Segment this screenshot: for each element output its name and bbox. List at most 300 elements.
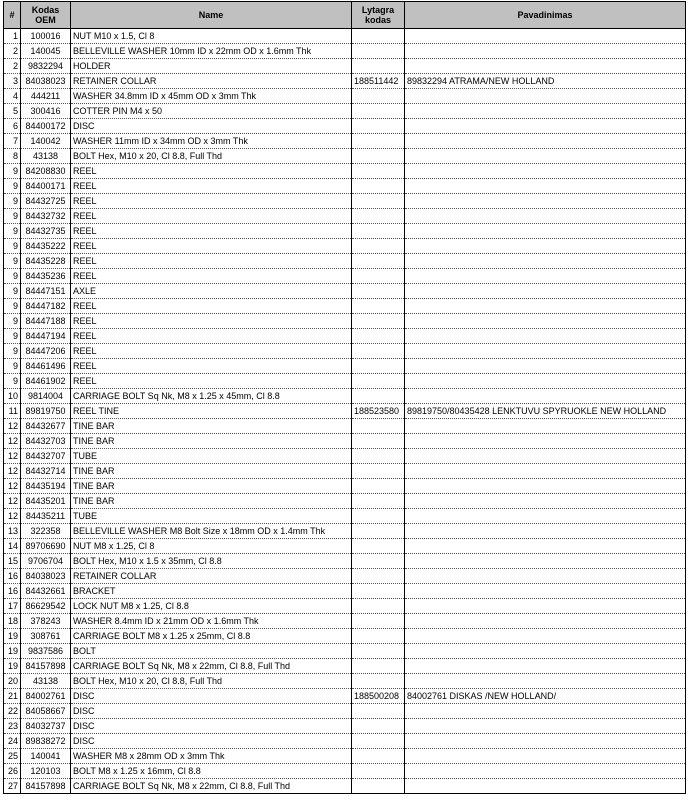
oem-code-cell[interactable]: 308761 [21, 629, 71, 644]
oem-code-cell[interactable]: 120103 [21, 764, 71, 779]
table-row [4, 419, 686, 434]
lytagra-code-cell[interactable] [352, 59, 405, 74]
row-number-cell[interactable]: 9 [4, 329, 21, 344]
oem-code-cell[interactable]: 84461902 [21, 374, 71, 389]
part-name-cell[interactable]: REEL [71, 164, 352, 179]
row-number-cell[interactable]: 10 [4, 389, 21, 404]
pavadinimas-cell[interactable]: 84002761 DISKAS /NEW HOLLAND/ [405, 689, 686, 704]
table-row [4, 269, 686, 284]
oem-code-cell[interactable]: 84400171 [21, 179, 71, 194]
pavadinimas-cell[interactable] [405, 59, 686, 74]
part-name-cell[interactable]: BOLT M8 x 1.25 x 16mm, Cl 8.8 [71, 764, 352, 779]
row-number-cell[interactable]: 9 [4, 374, 21, 389]
oem-code-cell[interactable]: 84432677 [21, 419, 71, 434]
pavadinimas-cell[interactable] [405, 374, 686, 389]
table-row [4, 344, 686, 359]
row-number-cell[interactable]: 12 [4, 419, 21, 434]
part-name-cell[interactable]: BOLT Hex, M10 x 20, Cl 8.8, Full Thd [71, 674, 352, 689]
lytagra-code-cell[interactable] [352, 584, 405, 599]
part-name-cell[interactable]: RETAINER COLLAR [71, 74, 352, 89]
pavadinimas-cell[interactable] [405, 779, 686, 794]
lytagra-code-cell[interactable] [352, 764, 405, 779]
oem-code-cell[interactable]: 84432735 [21, 224, 71, 239]
lytagra-code-cell[interactable] [352, 509, 405, 524]
oem-code-cell[interactable]: 84038023 [21, 74, 71, 89]
table-row [4, 764, 686, 779]
part-name-cell[interactable]: BOLT Hex, M10 x 20, Cl 8.8, Full Thd [71, 149, 352, 164]
oem-code-cell[interactable]: 89838272 [21, 734, 71, 749]
row-number-cell[interactable]: 2 [4, 59, 21, 74]
row-number-cell[interactable]: 9 [4, 224, 21, 239]
lytagra-code-cell[interactable] [352, 44, 405, 59]
part-name-cell[interactable]: REEL [71, 209, 352, 224]
pavadinimas-cell[interactable] [405, 149, 686, 164]
header-name: Name [71, 2, 352, 29]
pavadinimas-cell[interactable] [405, 29, 686, 44]
pavadinimas-cell[interactable] [405, 299, 686, 314]
table-row [4, 554, 686, 569]
part-name-cell[interactable]: WASHER 8.4mm ID x 21mm OD x 1.6mm Thk [71, 614, 352, 629]
part-name-cell[interactable]: REEL [71, 374, 352, 389]
oem-code-cell[interactable]: 84432661 [21, 584, 71, 599]
table-row [4, 584, 686, 599]
lytagra-code-cell[interactable]: 188523580 [352, 404, 405, 419]
lytagra-code-cell[interactable] [352, 704, 405, 719]
header-row [4, 2, 686, 29]
row-number-cell[interactable]: 19 [4, 629, 21, 644]
pavadinimas-cell[interactable] [405, 104, 686, 119]
row-number-cell[interactable]: 19 [4, 659, 21, 674]
part-name-cell[interactable]: WASHER M8 x 28mm OD x 3mm Thk [71, 749, 352, 764]
lytagra-code-cell[interactable] [352, 479, 405, 494]
table-row [4, 74, 686, 89]
pavadinimas-cell[interactable] [405, 269, 686, 284]
table-row [4, 179, 686, 194]
table-row [4, 494, 686, 509]
oem-code-cell[interactable]: 84400172 [21, 119, 71, 134]
lytagra-code-cell[interactable] [352, 224, 405, 239]
pavadinimas-cell[interactable] [405, 704, 686, 719]
part-name-cell[interactable]: WASHER 34.8mm ID x 45mm OD x 3mm Thk [71, 89, 352, 104]
lytagra-code-cell[interactable] [352, 539, 405, 554]
header-pavadinimas: Pavadinimas [405, 2, 686, 29]
oem-code-cell[interactable]: 84435211 [21, 509, 71, 524]
row-number-cell[interactable]: 3 [4, 74, 21, 89]
oem-code-cell[interactable]: 84461496 [21, 359, 71, 374]
row-number-cell[interactable]: 6 [4, 119, 21, 134]
table-row [4, 404, 686, 419]
pavadinimas-cell[interactable] [405, 494, 686, 509]
part-name-cell[interactable]: NUT M10 x 1.5, Cl 8 [71, 29, 352, 44]
oem-code-cell[interactable]: 300416 [21, 104, 71, 119]
table-row [4, 659, 686, 674]
row-number-cell[interactable]: 9 [4, 254, 21, 269]
oem-code-cell[interactable]: 378243 [21, 614, 71, 629]
lytagra-code-cell[interactable] [352, 314, 405, 329]
pavadinimas-cell[interactable] [405, 734, 686, 749]
pavadinimas-cell[interactable] [405, 179, 686, 194]
table-row [4, 749, 686, 764]
table-row [4, 599, 686, 614]
lytagra-code-cell[interactable] [352, 209, 405, 224]
row-number-cell[interactable]: 1 [4, 29, 21, 44]
part-name-cell[interactable]: REEL [71, 314, 352, 329]
pavadinimas-cell[interactable] [405, 674, 686, 689]
lytagra-code-cell[interactable] [352, 494, 405, 509]
oem-code-cell[interactable]: 84435222 [21, 239, 71, 254]
part-name-cell[interactable]: DISC [71, 689, 352, 704]
oem-code-cell[interactable]: 444211 [21, 89, 71, 104]
row-number-cell[interactable]: 20 [4, 674, 21, 689]
lytagra-code-cell[interactable]: 188500208 [352, 689, 405, 704]
lytagra-code-cell[interactable] [352, 524, 405, 539]
lytagra-code-cell[interactable] [352, 569, 405, 584]
oem-code-cell[interactable]: 84447182 [21, 299, 71, 314]
row-number-cell[interactable]: 22 [4, 704, 21, 719]
oem-code-cell[interactable]: 9814004 [21, 389, 71, 404]
table-row [4, 614, 686, 629]
oem-code-cell[interactable]: 9706704 [21, 554, 71, 569]
pavadinimas-cell[interactable] [405, 434, 686, 449]
pavadinimas-cell[interactable] [405, 44, 686, 59]
lytagra-code-cell[interactable] [352, 359, 405, 374]
row-number-cell[interactable]: 24 [4, 734, 21, 749]
part-name-cell[interactable]: WASHER 11mm ID x 34mm OD x 3mm Thk [71, 134, 352, 149]
lytagra-code-cell[interactable] [352, 614, 405, 629]
header-lytagra-kodas: Lytagra kodas [352, 2, 405, 29]
lytagra-code-cell[interactable] [352, 89, 405, 104]
pavadinimas-cell[interactable] [405, 89, 686, 104]
table-row [4, 449, 686, 464]
row-number-cell[interactable]: 9 [4, 269, 21, 284]
part-name-cell[interactable]: CARRIAGE BOLT M8 x 1.25 x 25mm, Cl 8.8 [71, 629, 352, 644]
lytagra-code-cell[interactable] [352, 449, 405, 464]
lytagra-code-cell[interactable] [352, 344, 405, 359]
row-number-cell[interactable]: 9 [4, 344, 21, 359]
row-number-cell[interactable]: 9 [4, 194, 21, 209]
oem-code-cell[interactable]: 84447188 [21, 314, 71, 329]
oem-code-cell[interactable]: 84447206 [21, 344, 71, 359]
oem-code-cell[interactable]: 84432703 [21, 434, 71, 449]
oem-code-cell[interactable]: 84038023 [21, 569, 71, 584]
table-row [4, 134, 686, 149]
pavadinimas-cell[interactable] [405, 659, 686, 674]
lytagra-code-cell[interactable] [352, 419, 405, 434]
pavadinimas-cell[interactable] [405, 569, 686, 584]
table-row [4, 779, 686, 794]
part-name-cell[interactable]: REEL [71, 344, 352, 359]
pavadinimas-cell[interactable] [405, 284, 686, 299]
part-name-cell[interactable]: CARRIAGE BOLT Sq Nk, M8 x 22mm, Cl 8.8, Full Thd [71, 659, 352, 674]
pavadinimas-cell[interactable] [405, 239, 686, 254]
part-name-cell[interactable]: REEL [71, 359, 352, 374]
lytagra-code-cell[interactable] [352, 599, 405, 614]
lytagra-code-cell[interactable] [352, 119, 405, 134]
pavadinimas-cell[interactable] [405, 719, 686, 734]
oem-code-cell[interactable]: 84435194 [21, 479, 71, 494]
lytagra-code-cell[interactable] [352, 164, 405, 179]
lytagra-code-cell[interactable] [352, 299, 405, 314]
lytagra-code-cell[interactable] [352, 134, 405, 149]
row-number-cell[interactable]: 2 [4, 44, 21, 59]
table-row [4, 644, 686, 659]
oem-code-cell[interactable]: 89819750 [21, 404, 71, 419]
part-name-cell[interactable]: CARRIAGE BOLT Sq Nk, M8 x 22mm, Cl 8.8, Full Thd [71, 779, 352, 794]
pavadinimas-cell[interactable]: 89819750/80435428 LENKTUVU SPYRUOKLE NEW HOLLAND [405, 404, 686, 419]
pavadinimas-cell[interactable] [405, 539, 686, 554]
row-number-cell[interactable]: 12 [4, 434, 21, 449]
part-name-cell[interactable]: BELLEVILLE WASHER M8 Bolt Size x 18mm OD x 1.4mm Thk [71, 524, 352, 539]
pavadinimas-cell[interactable] [405, 629, 686, 644]
row-number-cell[interactable]: 9 [4, 299, 21, 314]
oem-code-cell[interactable]: 84032737 [21, 719, 71, 734]
oem-code-cell[interactable]: 140041 [21, 749, 71, 764]
lytagra-code-cell[interactable] [352, 29, 405, 44]
row-number-cell[interactable]: 26 [4, 764, 21, 779]
lytagra-code-cell[interactable] [352, 254, 405, 269]
row-number-cell[interactable]: 25 [4, 749, 21, 764]
pavadinimas-cell[interactable] [405, 119, 686, 134]
table-row [4, 464, 686, 479]
oem-code-cell[interactable]: 84435201 [21, 494, 71, 509]
oem-code-cell[interactable]: 43138 [21, 149, 71, 164]
row-number-cell[interactable]: 19 [4, 644, 21, 659]
oem-code-cell[interactable]: 86629542 [21, 599, 71, 614]
row-number-cell[interactable]: 9 [4, 239, 21, 254]
pavadinimas-cell[interactable] [405, 164, 686, 179]
row-number-cell[interactable]: 12 [4, 509, 21, 524]
lytagra-code-cell[interactable] [352, 269, 405, 284]
lytagra-code-cell[interactable] [352, 179, 405, 194]
table-row [4, 389, 686, 404]
part-name-cell[interactable]: REEL [71, 239, 352, 254]
part-name-cell[interactable]: REEL [71, 299, 352, 314]
lytagra-code-cell[interactable] [352, 659, 405, 674]
part-name-cell[interactable]: REEL [71, 329, 352, 344]
row-number-cell[interactable]: 12 [4, 449, 21, 464]
part-name-cell[interactable]: RETAINER COLLAR [71, 569, 352, 584]
lytagra-code-cell[interactable] [352, 104, 405, 119]
table-row [4, 374, 686, 389]
part-name-cell[interactable]: BOLT [71, 644, 352, 659]
part-name-cell[interactable]: LOCK NUT M8 x 1.25, Cl 8.8 [71, 599, 352, 614]
row-number-cell[interactable]: 21 [4, 689, 21, 704]
pavadinimas-cell[interactable] [405, 749, 686, 764]
row-number-cell[interactable]: 14 [4, 539, 21, 554]
lytagra-code-cell[interactable] [352, 674, 405, 689]
row-number-cell[interactable]: 16 [4, 584, 21, 599]
part-name-cell[interactable]: REEL [71, 194, 352, 209]
table-row [4, 434, 686, 449]
lytagra-code-cell[interactable] [352, 239, 405, 254]
table-row [4, 104, 686, 119]
table-row [4, 539, 686, 554]
oem-code-cell[interactable]: 84157898 [21, 659, 71, 674]
part-name-cell[interactable]: HOLDER [71, 59, 352, 74]
pavadinimas-cell[interactable] [405, 344, 686, 359]
pavadinimas-cell[interactable] [405, 509, 686, 524]
part-name-cell[interactable]: REEL [71, 224, 352, 239]
table-row [4, 194, 686, 209]
row-number-cell[interactable]: 11 [4, 404, 21, 419]
row-number-cell[interactable]: 9 [4, 314, 21, 329]
row-number-cell[interactable]: 8 [4, 149, 21, 164]
row-number-cell[interactable]: 12 [4, 464, 21, 479]
lytagra-code-cell[interactable] [352, 149, 405, 164]
pavadinimas-cell[interactable] [405, 524, 686, 539]
oem-code-cell[interactable]: 43138 [21, 674, 71, 689]
pavadinimas-cell[interactable] [405, 209, 686, 224]
pavadinimas-cell[interactable] [405, 329, 686, 344]
lytagra-code-cell[interactable] [352, 434, 405, 449]
row-number-cell[interactable]: 9 [4, 179, 21, 194]
lytagra-code-cell[interactable] [352, 464, 405, 479]
pavadinimas-cell[interactable] [405, 224, 686, 239]
lytagra-code-cell[interactable]: 188511442 [352, 74, 405, 89]
oem-code-cell[interactable]: 84208830 [21, 164, 71, 179]
part-name-cell[interactable]: REEL [71, 179, 352, 194]
table-row [4, 29, 686, 44]
pavadinimas-cell[interactable] [405, 449, 686, 464]
pavadinimas-cell[interactable] [405, 464, 686, 479]
row-number-cell[interactable]: 9 [4, 164, 21, 179]
row-number-cell[interactable]: 27 [4, 779, 21, 794]
part-name-cell[interactable]: TINE BAR [71, 419, 352, 434]
part-name-cell[interactable]: REEL [71, 269, 352, 284]
table-row [4, 569, 686, 584]
oem-code-cell[interactable]: 84157898 [21, 779, 71, 794]
part-name-cell[interactable]: DISC [71, 734, 352, 749]
part-name-cell[interactable]: BELLEVILLE WASHER 10mm ID x 22mm OD x 1.6mm Thk [71, 44, 352, 59]
row-number-cell[interactable]: 7 [4, 134, 21, 149]
table-row [4, 509, 686, 524]
row-number-cell[interactable]: 18 [4, 614, 21, 629]
row-number-cell[interactable]: 9 [4, 209, 21, 224]
oem-code-cell[interactable]: 84432707 [21, 449, 71, 464]
pavadinimas-cell[interactable] [405, 134, 686, 149]
row-number-cell[interactable]: 17 [4, 599, 21, 614]
pavadinimas-cell[interactable]: 89832294 ATRAMA/NEW HOLLAND [405, 74, 686, 89]
part-name-cell[interactable]: COTTER PIN M4 x 50 [71, 104, 352, 119]
parts-table [3, 1, 686, 794]
table-row [4, 719, 686, 734]
table-row [4, 479, 686, 494]
part-name-cell[interactable]: TINE BAR [71, 464, 352, 479]
oem-code-cell[interactable]: 322358 [21, 524, 71, 539]
oem-code-cell[interactable]: 84435228 [21, 254, 71, 269]
part-name-cell[interactable]: TUBE [71, 449, 352, 464]
table-row [4, 209, 686, 224]
part-name-cell[interactable]: TINE BAR [71, 494, 352, 509]
pavadinimas-cell[interactable] [405, 599, 686, 614]
pavadinimas-cell[interactable] [405, 644, 686, 659]
row-number-cell[interactable]: 23 [4, 719, 21, 734]
pavadinimas-cell[interactable] [405, 614, 686, 629]
pavadinimas-cell[interactable] [405, 419, 686, 434]
oem-code-cell[interactable]: 140042 [21, 134, 71, 149]
pavadinimas-cell[interactable] [405, 314, 686, 329]
row-number-cell[interactable]: 12 [4, 479, 21, 494]
pavadinimas-cell[interactable] [405, 554, 686, 569]
table-row [4, 284, 686, 299]
row-number-cell[interactable]: 13 [4, 524, 21, 539]
oem-code-cell[interactable]: 84435236 [21, 269, 71, 284]
oem-code-cell[interactable]: 9832294 [21, 59, 71, 74]
part-name-cell[interactable]: TUBE [71, 509, 352, 524]
lytagra-code-cell[interactable] [352, 194, 405, 209]
part-name-cell[interactable]: TINE BAR [71, 479, 352, 494]
part-name-cell[interactable]: TINE BAR [71, 434, 352, 449]
lytagra-code-cell[interactable] [352, 749, 405, 764]
oem-code-cell[interactable]: 84058667 [21, 704, 71, 719]
oem-code-cell[interactable]: 100016 [21, 29, 71, 44]
oem-code-cell[interactable]: 84447194 [21, 329, 71, 344]
oem-code-cell[interactable]: 84432714 [21, 464, 71, 479]
lytagra-code-cell[interactable] [352, 779, 405, 794]
row-number-cell[interactable]: 9 [4, 284, 21, 299]
row-number-cell[interactable]: 4 [4, 89, 21, 104]
row-number-cell[interactable]: 16 [4, 569, 21, 584]
table-row [4, 704, 686, 719]
lytagra-code-cell[interactable] [352, 734, 405, 749]
part-name-cell[interactable]: NUT M8 x 1.25, Cl 8 [71, 539, 352, 554]
part-name-cell[interactable]: CARRIAGE BOLT Sq Nk, M8 x 1.25 x 45mm, Cl 8.8 [71, 389, 352, 404]
table-row [4, 254, 686, 269]
part-name-cell[interactable]: AXLE [71, 284, 352, 299]
lytagra-code-cell[interactable] [352, 644, 405, 659]
table-row [4, 299, 686, 314]
lytagra-code-cell[interactable] [352, 629, 405, 644]
lytagra-code-cell[interactable] [352, 389, 405, 404]
oem-code-cell[interactable]: 140045 [21, 44, 71, 59]
table-row [4, 164, 686, 179]
oem-code-cell[interactable]: 84432725 [21, 194, 71, 209]
row-number-cell[interactable]: 9 [4, 359, 21, 374]
table-row [4, 524, 686, 539]
oem-code-cell[interactable]: 9837586 [21, 644, 71, 659]
part-name-cell[interactable]: DISC [71, 719, 352, 734]
oem-code-cell[interactable]: 84002761 [21, 689, 71, 704]
lytagra-code-cell[interactable] [352, 329, 405, 344]
lytagra-code-cell[interactable] [352, 284, 405, 299]
part-name-cell[interactable]: DISC [71, 704, 352, 719]
row-number-cell[interactable]: 15 [4, 554, 21, 569]
lytagra-code-cell[interactable] [352, 374, 405, 389]
pavadinimas-cell[interactable] [405, 764, 686, 779]
part-name-cell[interactable]: REEL TINE [71, 404, 352, 419]
part-name-cell[interactable]: BOLT Hex, M10 x 1.5 x 35mm, Cl 8.8 [71, 554, 352, 569]
lytagra-code-cell[interactable] [352, 554, 405, 569]
pavadinimas-cell[interactable] [405, 359, 686, 374]
row-number-cell[interactable]: 12 [4, 494, 21, 509]
table-row [4, 89, 686, 104]
table-row [4, 224, 686, 239]
part-name-cell[interactable]: BRACKET [71, 584, 352, 599]
oem-code-cell[interactable]: 89706690 [21, 539, 71, 554]
lytagra-code-cell[interactable] [352, 719, 405, 734]
pavadinimas-cell[interactable] [405, 584, 686, 599]
part-name-cell[interactable]: REEL [71, 254, 352, 269]
oem-code-cell[interactable]: 84432732 [21, 209, 71, 224]
pavadinimas-cell[interactable] [405, 194, 686, 209]
pavadinimas-cell[interactable] [405, 479, 686, 494]
oem-code-cell[interactable]: 84447151 [21, 284, 71, 299]
part-name-cell[interactable]: DISC [71, 119, 352, 134]
row-number-cell[interactable]: 5 [4, 104, 21, 119]
table-row [4, 59, 686, 74]
pavadinimas-cell[interactable] [405, 254, 686, 269]
pavadinimas-cell[interactable] [405, 389, 686, 404]
